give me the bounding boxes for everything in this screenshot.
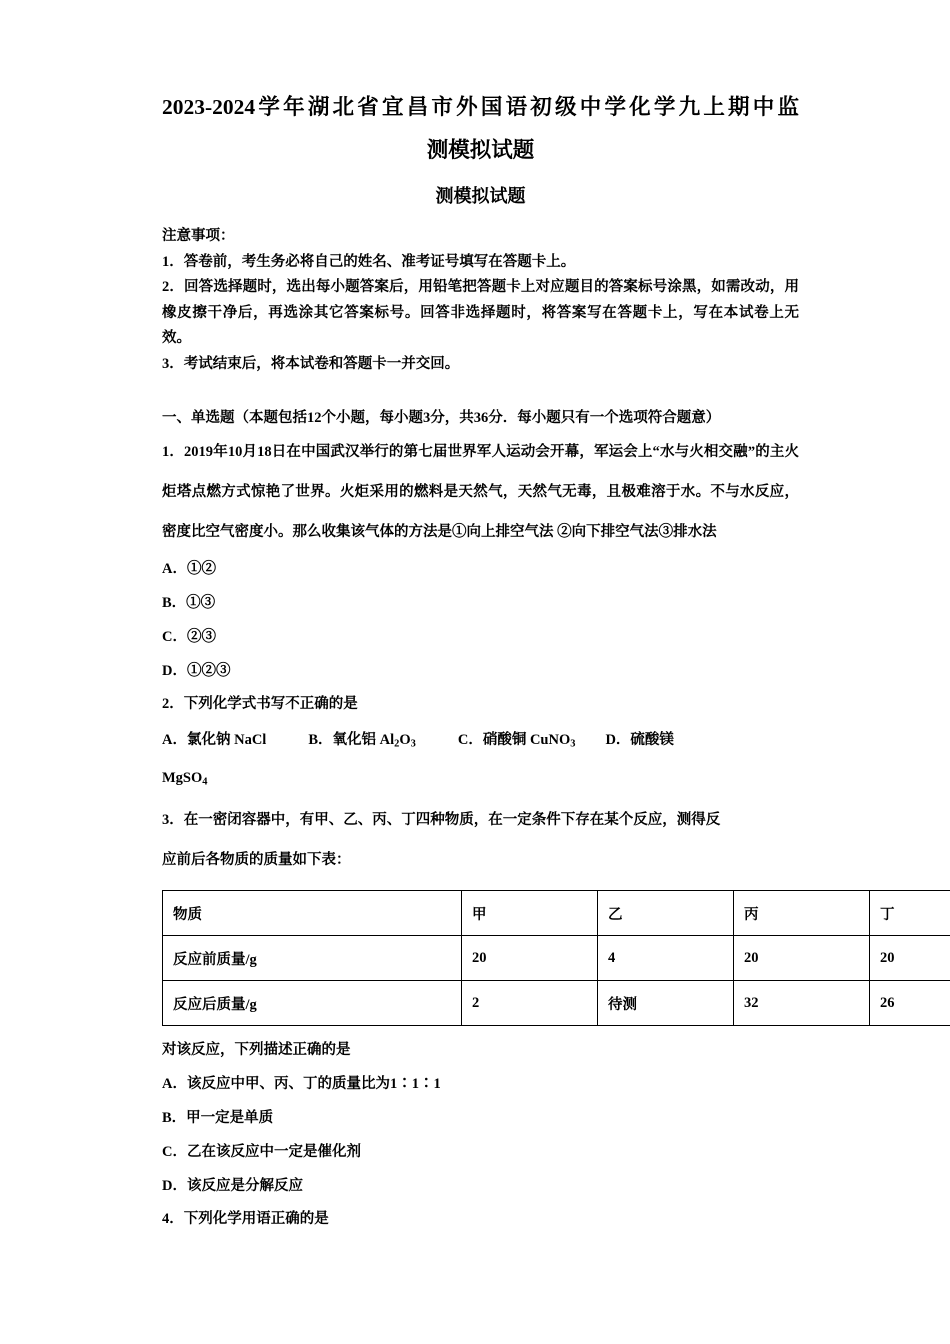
row-label-before-mass: 反应前质量/g [163,936,462,981]
question-1-option-a: A．①② [162,561,216,577]
table-header-ding: 丁 [870,891,950,936]
question-3-option-b: B．甲一定是单质 [162,1110,274,1126]
cell-before-ding: 20 [870,936,950,981]
cell-before-yi: 4 [598,936,734,981]
question-3-stem-line-2: 应前后各物质的质量如下表： [162,852,351,868]
table-header-jia: 甲 [462,891,598,936]
page-title-line-1: 2023-2024学年湖北省宜昌市外国语初级中学化学九上期中监 [162,95,799,119]
table-row [163,981,950,1026]
notice-heading: 注意事项： [162,228,235,244]
cell-after-bing: 32 [734,981,870,1026]
question-2-options-row [162,721,799,759]
page-content [162,0,895,1236]
cell-before-jia: 20 [462,936,598,981]
notice-item-3: 3．考试结束后，将本试卷和答题卡一并交回。 [162,355,460,372]
question-2-option-a: A．氯化钠 NaCl [162,732,267,748]
question-1-text: 2019年10月18日在中国武汉举行的第七届世界军人运动会开幕，军运会上“水与火相交融”的主火炬塔点燃方式惊艳了世界。火炬采用的燃料是天然气，天然气无毒，且极难溶于水。不与水反应，密度比空气密度小。那么收集该气体的方法是①向上排空气法 ②向下排空气法③排水法 [162,444,800,540]
page-subtitle: 测模拟试题 [435,186,526,206]
cell-after-jia: 2 [462,981,598,1026]
notice-item-2: 2．回答选择题时，选出每小题答案后，用铅笔把答题卡上对应题目的答案标号涂黑，如需改动，用橡皮擦干净后，再选涂其它答案标号。回答非选择题时，将答案写在答题卡上，写在本试卷上无效。 [162,279,799,346]
question-2-number: 2． [162,696,184,712]
cell-before-bing: 20 [734,936,870,981]
row-label-after-mass: 反应后质量/g [163,981,462,1026]
table-header-row [163,891,950,936]
question-3-option-d: D．该反应是分解反应 [162,1178,303,1194]
question-1-option-b: B．①③ [162,595,216,611]
question-3-prompt: 对该反应，下列描述正确的是 [162,1042,351,1058]
question-2-option-d: D．硫酸镁 [605,732,674,748]
question-1-option-c: C．②③ [162,629,216,645]
question-4-stem: 4．下列化学用语正确的是 [162,1211,329,1227]
question-2-option-b: B．氧化铝 $Al_2O_3$ [308,732,416,750]
question-3-option-c: C．乙在该反应中一定是催化剂 [162,1144,361,1160]
question-1-stem [162,432,799,552]
table-header-yi: 乙 [598,891,734,936]
table-header-bing: 丙 [734,891,870,936]
question-1-number: 1． [162,444,185,460]
question-2-option-c: C．硝酸铜 CuNO$_3$ [457,732,576,750]
notice-item-1: 1．答卷前，考生务必将自己的姓名、准考证号填写在答题卡上。 [162,253,576,270]
question-3-option-a: A．该反应中甲、丙、丁的质量比为1∶1∶1 [162,1076,441,1092]
notice-block [162,224,799,377]
section-heading-single-choice: 一、单选题（本题包括12个小题，每小题3分，共36分．每小题只有一个选项符合题意） [162,410,721,426]
cell-after-ding: 26 [870,981,950,1026]
page-title-line-2: 测模拟试题 [426,138,535,162]
table-header-substance: 物质 [163,891,462,936]
question-1-option-d: D．①②③ [162,663,231,679]
table-row [163,936,950,981]
question-2-option-d-formula: MgSO$_4$ [162,770,208,788]
question-2-text: 下列化学式书写不正确的是 [183,696,358,712]
reaction-mass-table [162,890,950,1026]
question-2-stem [162,688,799,721]
cell-after-yi: 待测 [598,981,734,1026]
question-3-stem-line-1: 3．在一密闭容器中，有甲、乙、丙、丁四种物质，在一定条件下存在某个反应，测得反 [162,812,721,828]
